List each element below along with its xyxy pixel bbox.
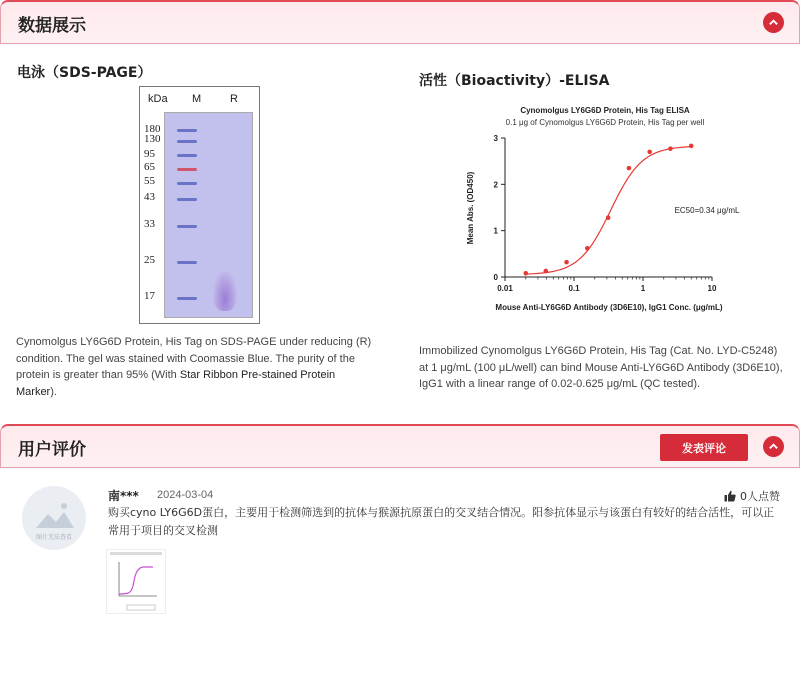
chevron-up-icon: [768, 17, 779, 28]
broken-image-icon: [22, 486, 86, 550]
marker-band: [177, 297, 197, 300]
mw-marker: 25: [144, 254, 155, 266]
data-point: [647, 150, 652, 155]
chart-y-label: Mean Abs. (OD450): [466, 171, 475, 245]
data-point: [606, 215, 611, 220]
mw-marker: 17: [144, 290, 155, 302]
data-point: [627, 166, 632, 171]
sds-page-title: 电泳（SDS-PAGE）: [17, 65, 152, 81]
elisa-description: Immobilized Cynomolgus LY6G6D Protein, His Tag (Cat. No. LYD-C5248) at 1 μg/mL (100 μL/well) can bind Mouse Anti-LY6G6D Antibody (3D6E10), IgG1 with a linear range of 0.02-0.625 μg/mL (QC tested).: [419, 345, 783, 390]
x-tick-label: 1: [640, 284, 646, 293]
gel-reduced-lane-label: R: [230, 93, 238, 105]
review-text: 购买cyno LY6G6D蛋白，主要用于检测筛选到的抗体与猴源抗原蛋白的交叉结合情况。阳参抗体显示与该蛋白有较好的结合活性，可以正常用于项目的交叉检测: [108, 506, 775, 537]
sds-desc-text: Cynomolgus LY6G6D Protein, His Tag on SDS-PAGE under reducing (R) condition. The gel was stained with Coomassie Blue. The purity of the protein is greater than 95% (With: [16, 336, 372, 381]
sds-desc-end: ).: [50, 385, 57, 398]
marker-band: [177, 225, 197, 228]
like-count: 0人点赞: [740, 490, 780, 503]
reviewer-name: 南***: [108, 489, 139, 503]
post-review-button[interactable]: 发表评论: [660, 434, 748, 461]
y-tick-label: 2: [493, 180, 498, 190]
mw-marker: 55: [144, 175, 155, 187]
marker-band-red: [177, 168, 197, 171]
data-point: [564, 260, 569, 265]
mw-marker: 180: [144, 123, 161, 135]
sample-band: [213, 271, 237, 311]
sds-gel-image: [139, 86, 260, 324]
marker-band: [177, 154, 197, 157]
marker-link[interactable]: Star Ribbon Pre-stained Protein Marker: [16, 369, 336, 398]
chart-x-label: Mouse Anti-LY6G6D Antibody (3D6E10), IgG1 Conc. (μg/mL): [495, 303, 723, 312]
mw-marker: 95: [144, 148, 155, 160]
y-tick-label: 3: [493, 134, 498, 143]
like-button[interactable]: [724, 488, 780, 504]
avatar: [22, 486, 86, 550]
y-tick-label: 0: [493, 273, 498, 282]
ec50-annotation: EC50=0.34 μg/mL: [674, 206, 740, 215]
mw-marker: 130: [144, 133, 161, 145]
elisa-chart: [455, 98, 775, 320]
data-point: [523, 271, 528, 276]
marker-band: [177, 129, 197, 132]
mw-marker: 65: [144, 161, 155, 173]
gel-marker-lane-label: M: [192, 93, 202, 105]
marker-band: [177, 198, 197, 201]
chevron-up-icon: [768, 441, 779, 452]
fit-curve: [526, 147, 691, 274]
data-point: [668, 146, 673, 151]
mw-marker: 43: [144, 191, 155, 203]
data-point: [689, 144, 694, 149]
review-date: 2024-03-04: [157, 489, 214, 501]
chart-title: Cynomolgus LY6G6D Protein, His Tag ELISA: [520, 106, 690, 115]
data-point: [543, 269, 548, 274]
avatar-caption: 图片无法查看: [35, 534, 73, 541]
marker-band: [177, 261, 197, 264]
sds-page-description: [16, 334, 376, 400]
gel-kda-label: kDa: [148, 93, 168, 105]
thumbs-up-icon: [724, 490, 736, 502]
marker-band: [177, 182, 197, 185]
data-section-header: [0, 0, 800, 44]
data-point: [585, 246, 590, 251]
attachment-chart-image: [107, 550, 165, 613]
marker-band: [177, 140, 197, 143]
data-section-title: 数据展示: [18, 16, 86, 36]
collapse-data-button[interactable]: [763, 12, 784, 33]
elisa-title: 活性（Bioactivity）-ELISA: [419, 73, 610, 89]
collapse-review-button[interactable]: [763, 436, 784, 457]
chart-points: [523, 144, 693, 276]
x-tick-label: 0.1: [568, 284, 580, 293]
mw-marker: 33: [144, 218, 155, 230]
x-tick-label: 10: [707, 284, 717, 293]
y-tick-label: 1: [493, 226, 498, 236]
gel-lanes: [164, 112, 253, 318]
x-tick-label: 0.01: [497, 284, 513, 293]
chart-subtitle: 0.1 μg of Cynomolgus LY6G6D Protein, His Tag per well: [505, 118, 705, 127]
review-section-title: 用户评价: [18, 440, 86, 460]
review-attachment-thumbnail[interactable]: [106, 549, 166, 614]
